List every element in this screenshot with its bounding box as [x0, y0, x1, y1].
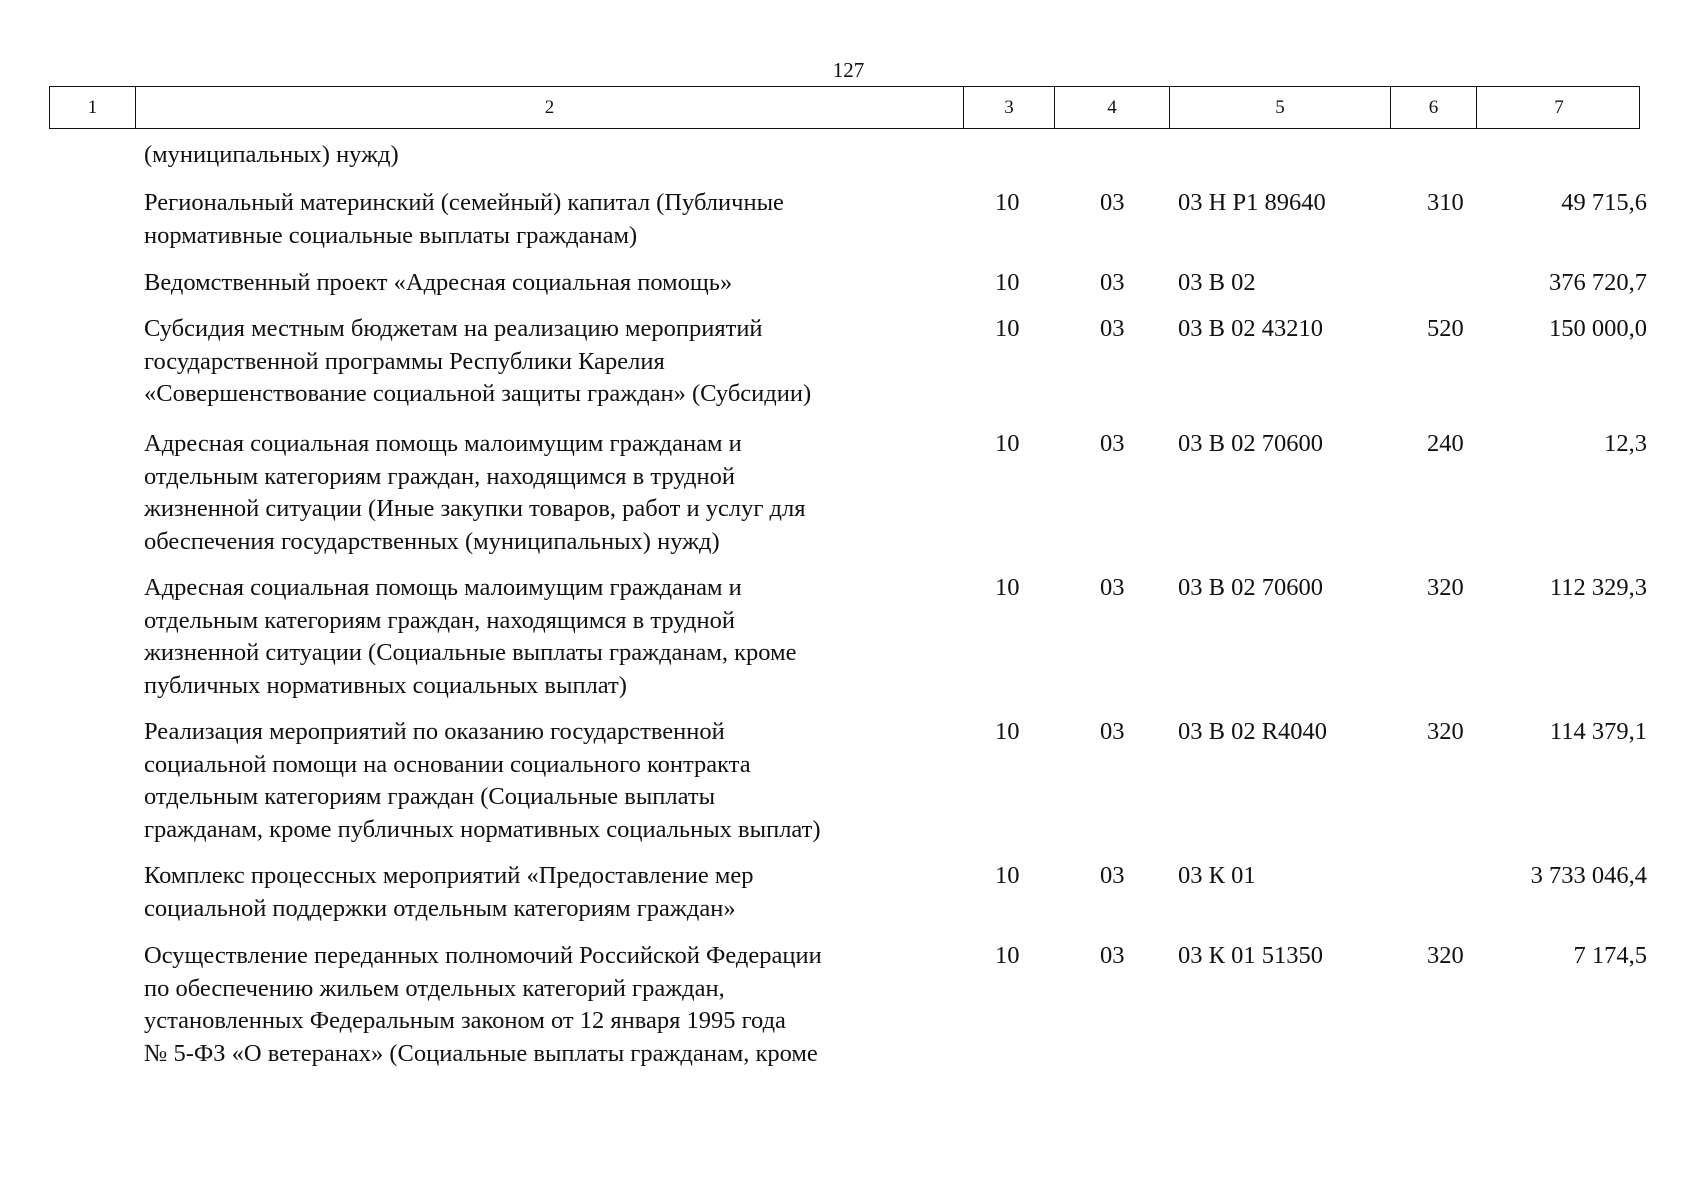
row-name — [144, 187, 964, 252]
row-col-3: 10 — [995, 315, 1020, 342]
row-col-7: 112 329,3 — [1549, 574, 1647, 601]
row-col-5: 03 В 02 R4040 — [1178, 718, 1328, 745]
table-row — [0, 716, 1697, 846]
continuation-row — [0, 139, 1697, 172]
row-col-7: 12,3 — [1604, 430, 1647, 457]
row-col-4: 03 — [1100, 942, 1125, 969]
row-col-5: 03 В 02 — [1178, 269, 1256, 296]
row-name-line: Ведомственный проект «Адресная социальная помощь» — [144, 269, 733, 296]
row-col-6: 520 — [1427, 315, 1464, 342]
row-col-6 — [1391, 267, 1477, 300]
header-col-6: 6 — [1391, 87, 1477, 128]
row-name-line: Комплекс процессных мероприятий «Предоставление мер — [144, 862, 754, 889]
row-name-line: жизненной ситуации (Социальные выплаты гражданам, кроме — [144, 639, 797, 666]
row-col-7: 3 733 046,4 — [1530, 862, 1647, 889]
row-col-5: 03 Н Р1 89640 — [1178, 189, 1326, 216]
row-name-line: отдельным категориям граждан, находящимся в трудной — [144, 606, 735, 634]
row-name — [144, 860, 964, 925]
row-col-3: 10 — [995, 718, 1020, 745]
row-name — [144, 940, 964, 1070]
row-col-4: 03 — [1100, 862, 1125, 889]
row-col-3: 10 — [995, 269, 1020, 296]
table-header — [49, 86, 1640, 129]
row-name-line: Адресная социальная помощь малоимущим гражданам и — [144, 574, 742, 601]
table-body — [0, 139, 1697, 1067]
header-col-4: 4 — [1055, 87, 1170, 128]
row-name-line: Субсидия местным бюджетам на реализацию мероприятий — [144, 315, 763, 342]
row-col-6: 320 — [1427, 718, 1464, 745]
row-name — [144, 572, 964, 702]
row-col-4: 03 — [1100, 189, 1125, 216]
row-col-7: 150 000,0 — [1549, 315, 1647, 342]
row-name — [144, 267, 964, 300]
table-row — [0, 860, 1697, 925]
row-name-line: Реализация мероприятий по оказанию государственной — [144, 718, 725, 745]
row-name-line: обеспечения государственных (муниципальных) нужд) — [144, 527, 720, 555]
page-number: 127 — [832, 58, 865, 82]
row-name — [144, 428, 964, 558]
row-col-5: 03 К 01 51350 — [1178, 942, 1323, 969]
row-col-6 — [1391, 860, 1477, 925]
row-col-3: 10 — [995, 189, 1020, 216]
row-name-line: отдельным категориям граждан (Социальные выплаты — [144, 783, 716, 810]
row-name-line: Осуществление переданных полномочий Российской Федерации — [144, 942, 822, 969]
row-col-7: 49 715,6 — [1561, 189, 1647, 216]
row-col-4: 03 — [1100, 718, 1125, 745]
table-row — [0, 187, 1697, 252]
row-col-5: 03 В 02 70600 — [1178, 574, 1323, 601]
row-name-line: № 5-ФЗ «О ветеранах» (Социальные выплаты гражданам, кроме — [144, 1039, 818, 1067]
header-col-1: 1 — [50, 87, 136, 128]
row-name-line: публичных нормативных социальных выплат) — [144, 671, 627, 699]
row-col-7: 7 174,5 — [1573, 942, 1647, 969]
row-col-6: 320 — [1427, 574, 1464, 601]
row-name-line: отдельным категориям граждан, находящимся в трудной — [144, 462, 735, 490]
row-col-4: 03 — [1100, 430, 1125, 457]
table-row — [0, 428, 1697, 558]
table-row — [0, 940, 1697, 1070]
header-col-5: 5 — [1170, 87, 1391, 128]
row-name — [144, 716, 964, 846]
row-col-3: 10 — [995, 942, 1020, 969]
row-col-4: 03 — [1100, 574, 1125, 601]
row-name-line: Региональный материнский (семейный) капитал (Публичные — [144, 189, 784, 216]
row-name-line: «Совершенствование социальной защиты граждан» (Субсидии) — [144, 380, 812, 407]
row-col-3: 10 — [995, 862, 1020, 889]
row-name-line: жизненной ситуации (Иные закупки товаров, работ и услуг для — [144, 495, 806, 522]
row-name-line: Адресная социальная помощь малоимущим гражданам и — [144, 430, 742, 457]
header-col-2: 2 — [136, 87, 964, 128]
row-name-line: по обеспечению жильем отдельных категорий граждан, — [144, 974, 725, 1002]
row-col-4: 03 — [1100, 315, 1125, 342]
table-row — [0, 267, 1697, 300]
row-name — [144, 313, 964, 411]
row-col-5: 03 В 02 43210 — [1178, 315, 1323, 342]
header-col-7: 7 — [1554, 96, 1564, 118]
row-name-line: установленных Федеральным законом от 12 января 1995 года — [144, 1007, 786, 1034]
row-col-7: 376 720,7 — [1549, 269, 1647, 296]
row-col-3: 10 — [995, 574, 1020, 601]
row-col-3: 10 — [995, 430, 1020, 457]
table-row — [0, 313, 1697, 411]
row-col-7: 114 379,1 — [1549, 718, 1647, 745]
row-name-line: гражданам, кроме публичных нормативных социальных выплат) — [144, 815, 821, 843]
row-col-6: 320 — [1427, 942, 1464, 969]
continuation-text: (муниципальных) нужд) — [144, 141, 399, 168]
row-col-6: 240 — [1427, 430, 1464, 457]
row-col-5: 03 К 01 — [1178, 862, 1256, 889]
row-name-line: нормативные социальные выплаты гражданам) — [144, 221, 638, 249]
header-col-3: 3 — [964, 87, 1055, 128]
row-name-line: социальной помощи на основании социального контракта — [144, 750, 751, 778]
row-name-line: государственной программы Республики Карелия — [144, 347, 665, 375]
row-col-6: 310 — [1427, 189, 1464, 216]
row-col-5: 03 В 02 70600 — [1178, 430, 1323, 457]
row-col-4: 03 — [1100, 269, 1125, 296]
table-row — [0, 572, 1697, 702]
row-name-line: социальной поддержки отдельным категориям граждан» — [144, 894, 736, 922]
